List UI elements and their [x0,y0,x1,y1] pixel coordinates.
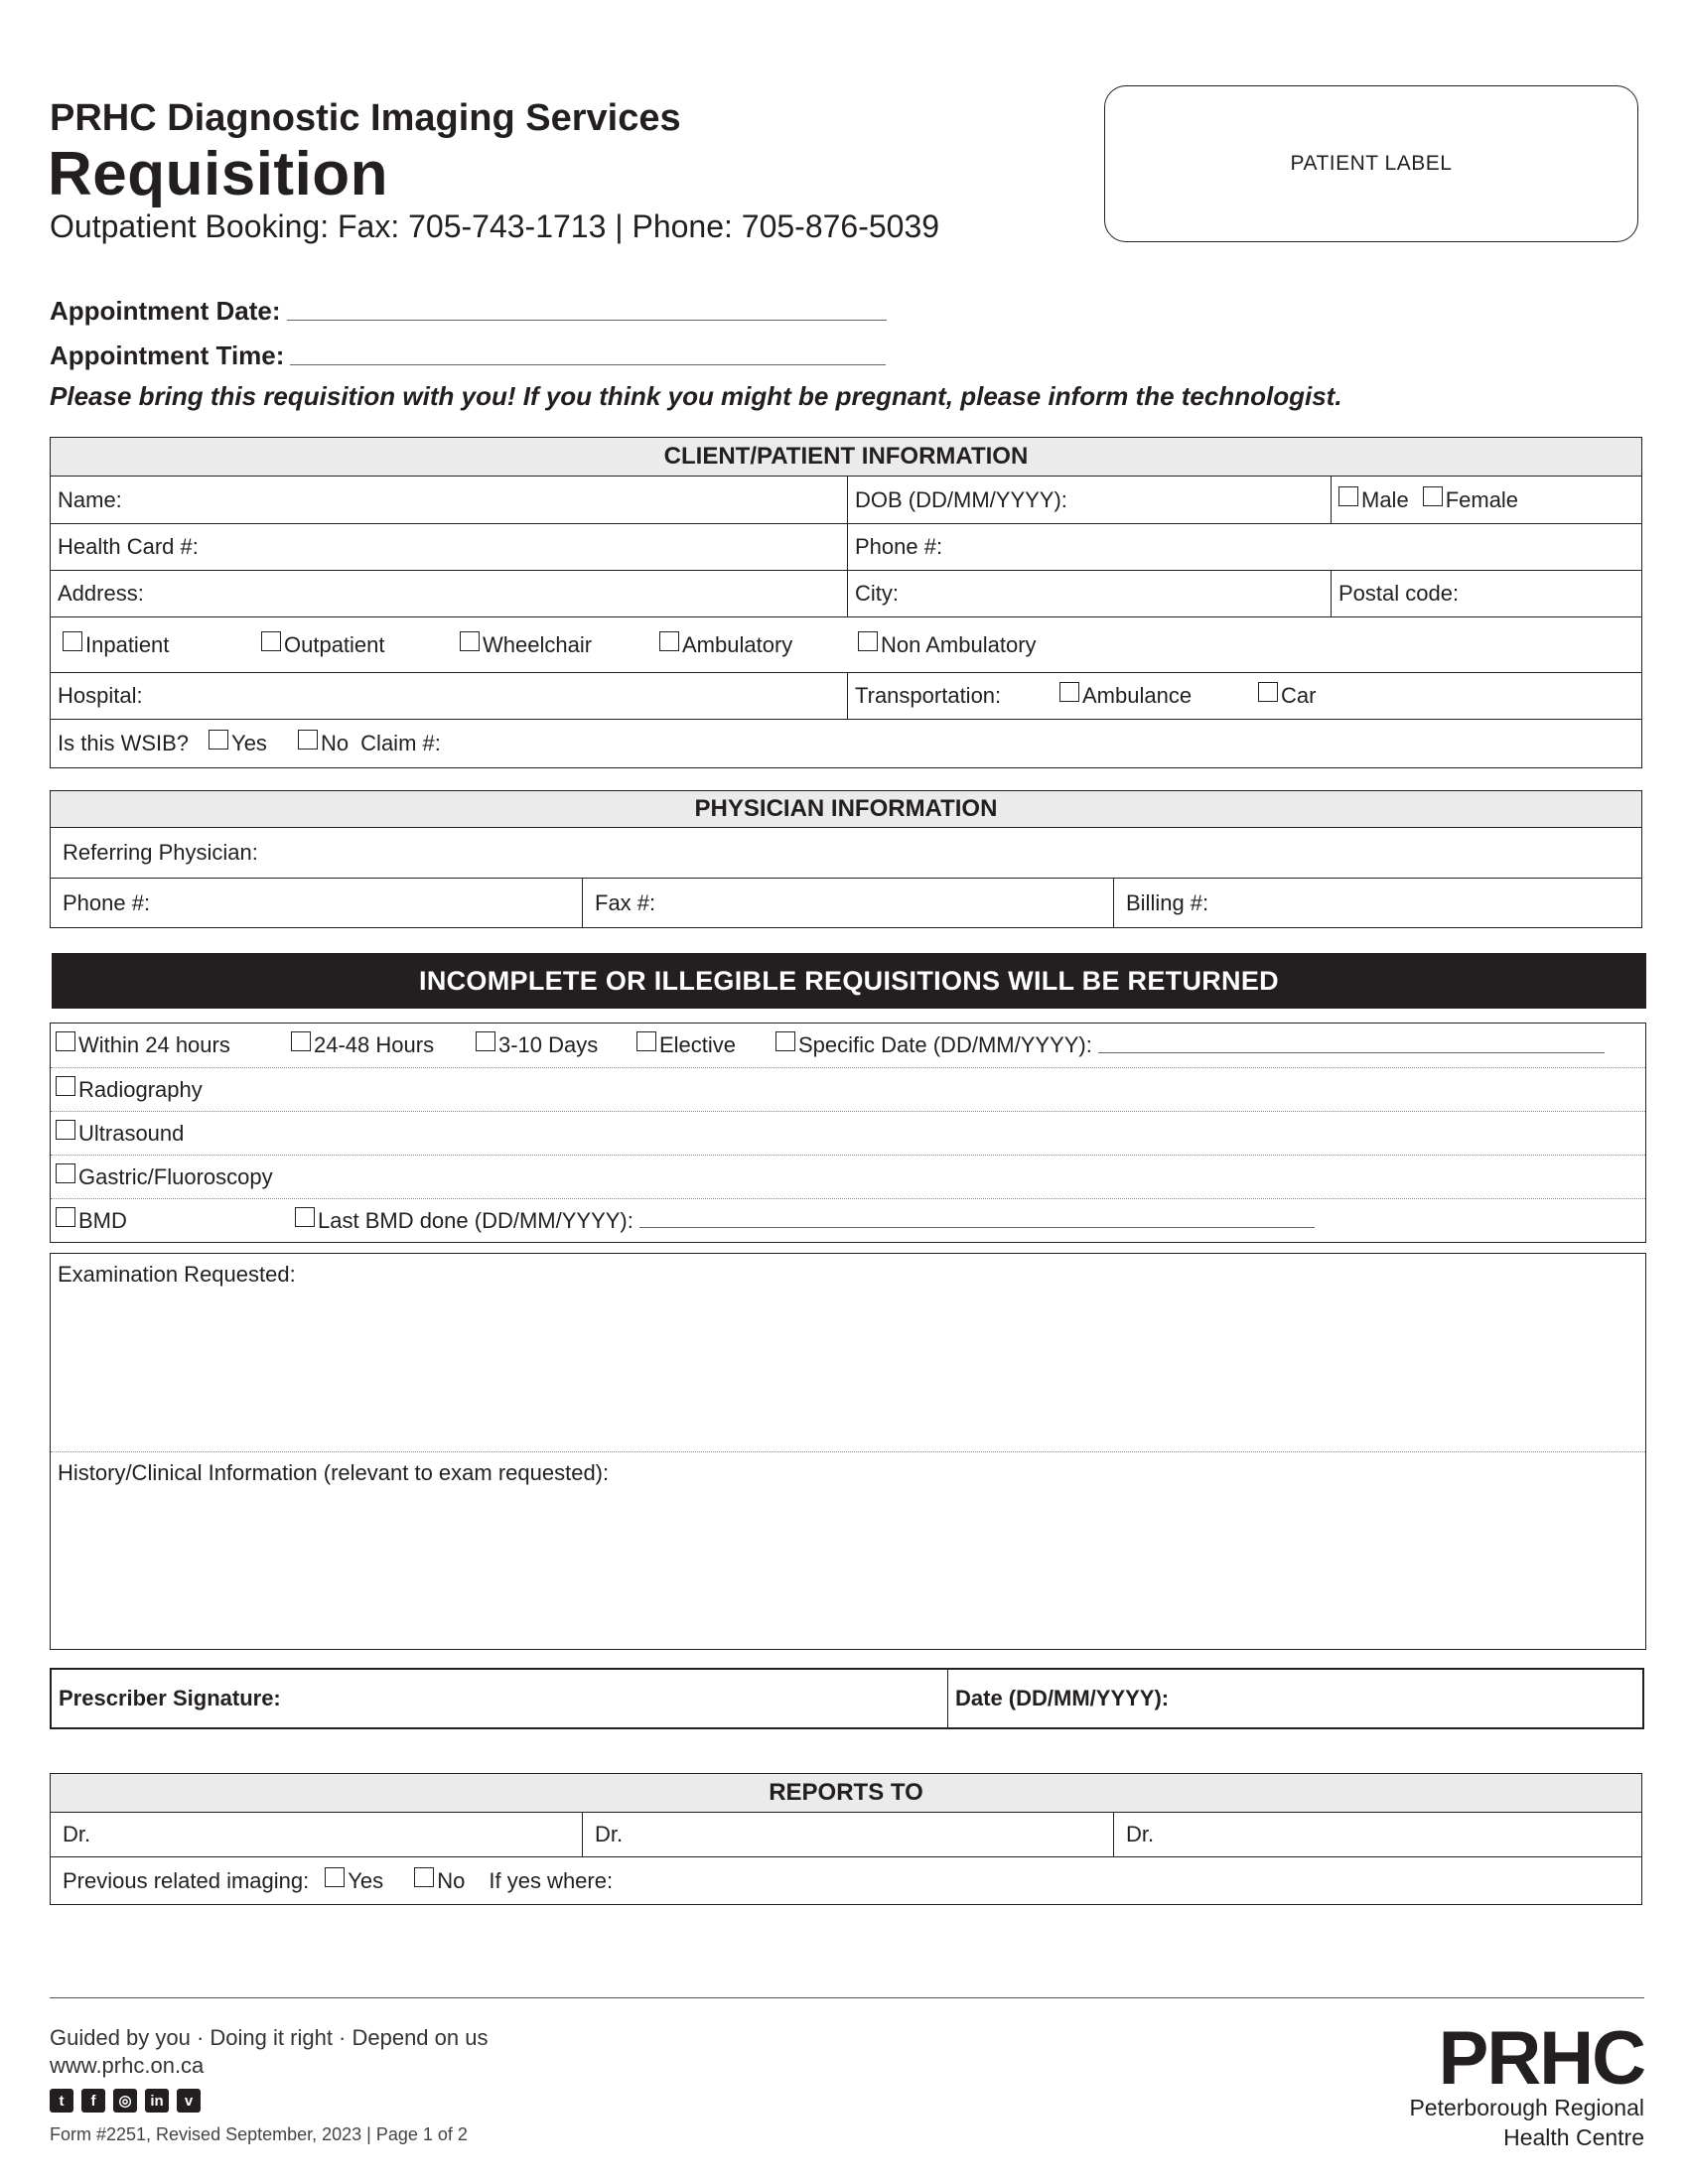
wheelchair-option[interactable] [460,632,659,658]
dob-label: DOB (DD/MM/YYYY): [855,486,1067,512]
physician-section [50,790,1642,928]
clinical-history-label: History/Clinical Information (relevant to exam requested): [58,1460,610,1485]
previous-yes-checkbox[interactable] [325,1867,345,1887]
prhc-logo: PRHC [1438,2016,1644,2101]
female-checkbox[interactable] [1423,486,1443,506]
physician-heading: PHYSICIAN INFORMATION [51,791,1641,828]
reports-to-section [50,1773,1642,1905]
signature-date-field[interactable] [947,1670,1642,1727]
last-bmd-checkbox[interactable] [295,1207,315,1227]
wheelchair-label: Wheelchair [483,631,593,657]
health-card-field[interactable] [51,524,847,570]
gastric-row [51,1155,1645,1198]
ultrasound-option[interactable] [56,1121,184,1147]
appointment-time-row [50,341,886,371]
signature-date-label: Date (DD/MM/YYYY): [955,1686,1170,1710]
previous-imaging-field [51,1857,1641,1904]
signature-section [50,1668,1644,1729]
report-dr-2-label: Dr. [595,1822,624,1846]
bmd-checkbox[interactable] [56,1207,75,1227]
physician-fax-label: Fax #: [595,889,656,915]
referring-physician-row [51,828,1641,878]
client-patient-heading: CLIENT/PATIENT INFORMATION [51,438,1641,477]
instagram-icon[interactable]: ◎ [113,2089,137,2113]
patient-phone-field[interactable] [847,524,1641,570]
appointment-time-label: Appointment Time: [50,341,285,370]
outpatient-label: Outpatient [284,631,385,657]
bmd-row [51,1198,1645,1242]
gastric-fluoroscopy-checkbox[interactable] [56,1163,75,1183]
appointment-date-row [50,296,887,327]
appointment-date-field[interactable] [287,320,887,321]
page-title: Requisition [48,140,389,208]
previous-imaging-label: Previous related imaging: [63,1867,310,1893]
name-row [51,477,1641,523]
exam-section [50,1253,1646,1650]
health-card-label: Health Card #: [58,534,199,559]
wsib-no-option[interactable] [298,731,349,756]
non-ambulatory-label: Non Ambulatory [881,631,1037,657]
female-label: Female [1445,486,1519,512]
radiography-checkbox[interactable] [56,1076,75,1096]
patient-type-row [51,616,1641,672]
wsib-yes-checkbox[interactable] [209,730,228,750]
inpatient-checkbox[interactable] [63,631,82,651]
reports-to-heading: REPORTS TO [51,1774,1641,1813]
outpatient-checkbox[interactable] [261,631,281,651]
inpatient-label: Inpatient [85,631,170,657]
male-label: Male [1361,486,1409,512]
transportation-field [847,673,1641,719]
billing-field[interactable] [1113,879,1641,927]
bmd-option[interactable] [56,1208,295,1234]
city-field[interactable] [847,571,1331,616]
sex-options [1331,477,1641,523]
gastric-fluoroscopy-option[interactable] [56,1164,273,1190]
if-yes-where-label[interactable]: If yes where: [489,1867,614,1893]
physician-phone-label: Phone #: [63,889,151,915]
physician-phone-field[interactable] [51,879,582,927]
radiography-option[interactable] [56,1077,203,1103]
name-field[interactable] [51,477,847,523]
female-option[interactable] [1423,487,1518,513]
car-checkbox[interactable] [1258,682,1278,702]
wsib-no-label: No [321,731,350,755]
previous-no-checkbox[interactable] [414,1867,434,1887]
ambulance-label: Ambulance [1082,683,1193,708]
wsib-yes-label: Yes [231,731,267,755]
ambulatory-checkbox[interactable] [659,631,679,651]
last-bmd-option[interactable] [295,1208,633,1234]
health-card-row [51,523,1641,570]
3-10-days-label: 3-10 Days [498,1032,599,1057]
patient-phone-label: Phone #: [855,534,943,559]
report-dr-1-label: Dr. [63,1822,91,1846]
gastric-fluoroscopy-label: Gastric/Fluoroscopy [78,1163,273,1189]
3-10-days-checkbox[interactable] [476,1031,495,1051]
ambulance-checkbox[interactable] [1059,682,1079,702]
form-number: Form #2251, Revised September, 2023 | Page 1 of 2 [50,2124,468,2144]
elective-option[interactable] [636,1032,775,1058]
hospital-label: Hospital: [58,683,143,708]
specific-date-label: Specific Date (DD/MM/YYYY): [798,1032,1092,1057]
facebook-icon[interactable]: f [81,2089,105,2113]
within-24-checkbox[interactable] [56,1031,75,1051]
ultrasound-checkbox[interactable] [56,1120,75,1140]
non-ambulatory-option[interactable] [858,632,1037,658]
ultrasound-label: Ultrasound [78,1120,185,1146]
examination-requested-field[interactable] [51,1254,1645,1451]
org-name-line-2: Health Centre [1503,2124,1644,2150]
address-label: Address: [58,581,144,606]
bmd-label: BMD [78,1207,127,1233]
patient-label-text: PATIENT LABEL [1290,152,1453,175]
outpatient-option[interactable] [261,632,460,658]
address-row [51,570,1641,616]
clinical-history-field[interactable] [51,1451,1645,1649]
twitter-icon[interactable]: t [50,2089,73,2113]
report-dr-3-label: Dr. [1126,1822,1155,1846]
billing-label: Billing #: [1126,889,1209,915]
social-icons [50,2089,201,2113]
organization-name [1409,2093,1644,2152]
wheelchair-checkbox[interactable] [460,631,480,651]
previous-no-option[interactable] [414,1868,465,1894]
radiography-label: Radiography [78,1076,203,1102]
department-name: PRHC Diagnostic Imaging Services [50,97,681,139]
urgency-modality-section [50,1023,1646,1243]
name-label: Name: [58,486,122,512]
wsib-row [51,719,1641,767]
report-dr-3-field[interactable] [1113,1813,1641,1856]
physician-fax-field[interactable] [582,879,1113,927]
claim-number-label[interactable]: Claim #: [360,731,441,755]
previous-no-label: No [437,1867,466,1893]
linkedin-icon[interactable]: in [145,2089,169,2113]
car-option[interactable] [1258,683,1316,709]
within-24-label: Within 24 hours [78,1032,230,1057]
wsib-field [51,720,1641,767]
postal-code-field[interactable] [1331,571,1641,616]
org-name-line-1: Peterborough Regional [1409,2095,1644,2120]
pregnancy-notice: Please bring this requisition with you! If you think you might be pregnant, please inform the technologist. [50,381,1342,411]
dob-field[interactable] [847,477,1331,523]
last-bmd-label: Last BMD done (DD/MM/YYYY): [318,1207,633,1233]
previous-yes-label: Yes [348,1867,384,1893]
elective-checkbox[interactable] [636,1031,656,1051]
referring-physician-field[interactable] [51,828,1641,878]
footer-divider [50,1997,1644,1998]
referring-physician-label: Referring Physician: [63,840,258,865]
specific-date-checkbox[interactable] [775,1031,795,1051]
specific-date-option[interactable] [775,1032,1092,1058]
male-checkbox[interactable] [1338,486,1358,506]
transportation-label: Transportation: [855,683,1002,708]
prescriber-signature-label: Prescriber Signature: [59,1686,281,1710]
patient-type-options [51,617,1641,672]
ambulatory-label: Ambulatory [682,631,793,657]
address-field[interactable] [51,571,847,616]
inpatient-option[interactable] [63,632,261,658]
last-bmd-date-field[interactable] [639,1227,1315,1228]
incomplete-warning-banner: INCOMPLETE OR ILLEGIBLE REQUISITIONS WILL BE RETURNED [52,953,1646,1009]
wsib-no-checkbox[interactable] [298,730,318,750]
patient-label-box[interactable] [1104,85,1638,242]
car-label: Car [1281,683,1317,708]
ultrasound-row [51,1111,1645,1155]
postal-code-label: Postal code: [1338,581,1460,606]
ambulatory-option[interactable] [659,632,858,658]
reports-dr-row [51,1813,1641,1856]
booking-contact: Outpatient Booking: Fax: 705-743-1713 | Phone: 705-876-5039 [50,208,940,244]
website-link[interactable]: www.prhc.on.ca [50,2053,205,2078]
wsib-label: Is this WSIB? [58,731,190,755]
appointment-date-label: Appointment Date: [50,296,281,326]
24-48-hours-option[interactable] [291,1032,476,1058]
3-10-days-option[interactable] [476,1032,636,1058]
24-48-hours-checkbox[interactable] [291,1031,311,1051]
hospital-field[interactable] [51,673,847,719]
city-label: City: [855,581,899,606]
within-24-option[interactable] [56,1032,291,1058]
previous-yes-option[interactable] [325,1868,414,1894]
previous-imaging-row [51,1856,1641,1904]
report-dr-2-field[interactable] [582,1813,1113,1856]
urgency-row [51,1024,1645,1067]
wsib-yes-option[interactable] [209,731,298,756]
prescriber-signature-field[interactable] [52,1670,947,1727]
elective-label: Elective [659,1032,737,1057]
hospital-row [51,672,1641,719]
client-patient-section [50,437,1642,768]
non-ambulatory-checkbox[interactable] [858,631,878,651]
examination-requested-label: Examination Requested: [58,1262,296,1287]
vimeo-icon[interactable]: v [177,2089,201,2113]
ambulance-option[interactable] [1059,683,1258,709]
appointment-time-field[interactable] [290,364,886,365]
24-48-hours-label: 24-48 Hours [314,1032,435,1057]
male-option[interactable] [1338,487,1409,513]
footer-tagline: Guided by you · Doing it right · Depend on us [50,2025,489,2050]
report-dr-1-field[interactable] [51,1813,582,1856]
radiography-row [51,1067,1645,1111]
specific-date-field[interactable] [1098,1052,1605,1053]
physician-contact-row [51,878,1641,927]
